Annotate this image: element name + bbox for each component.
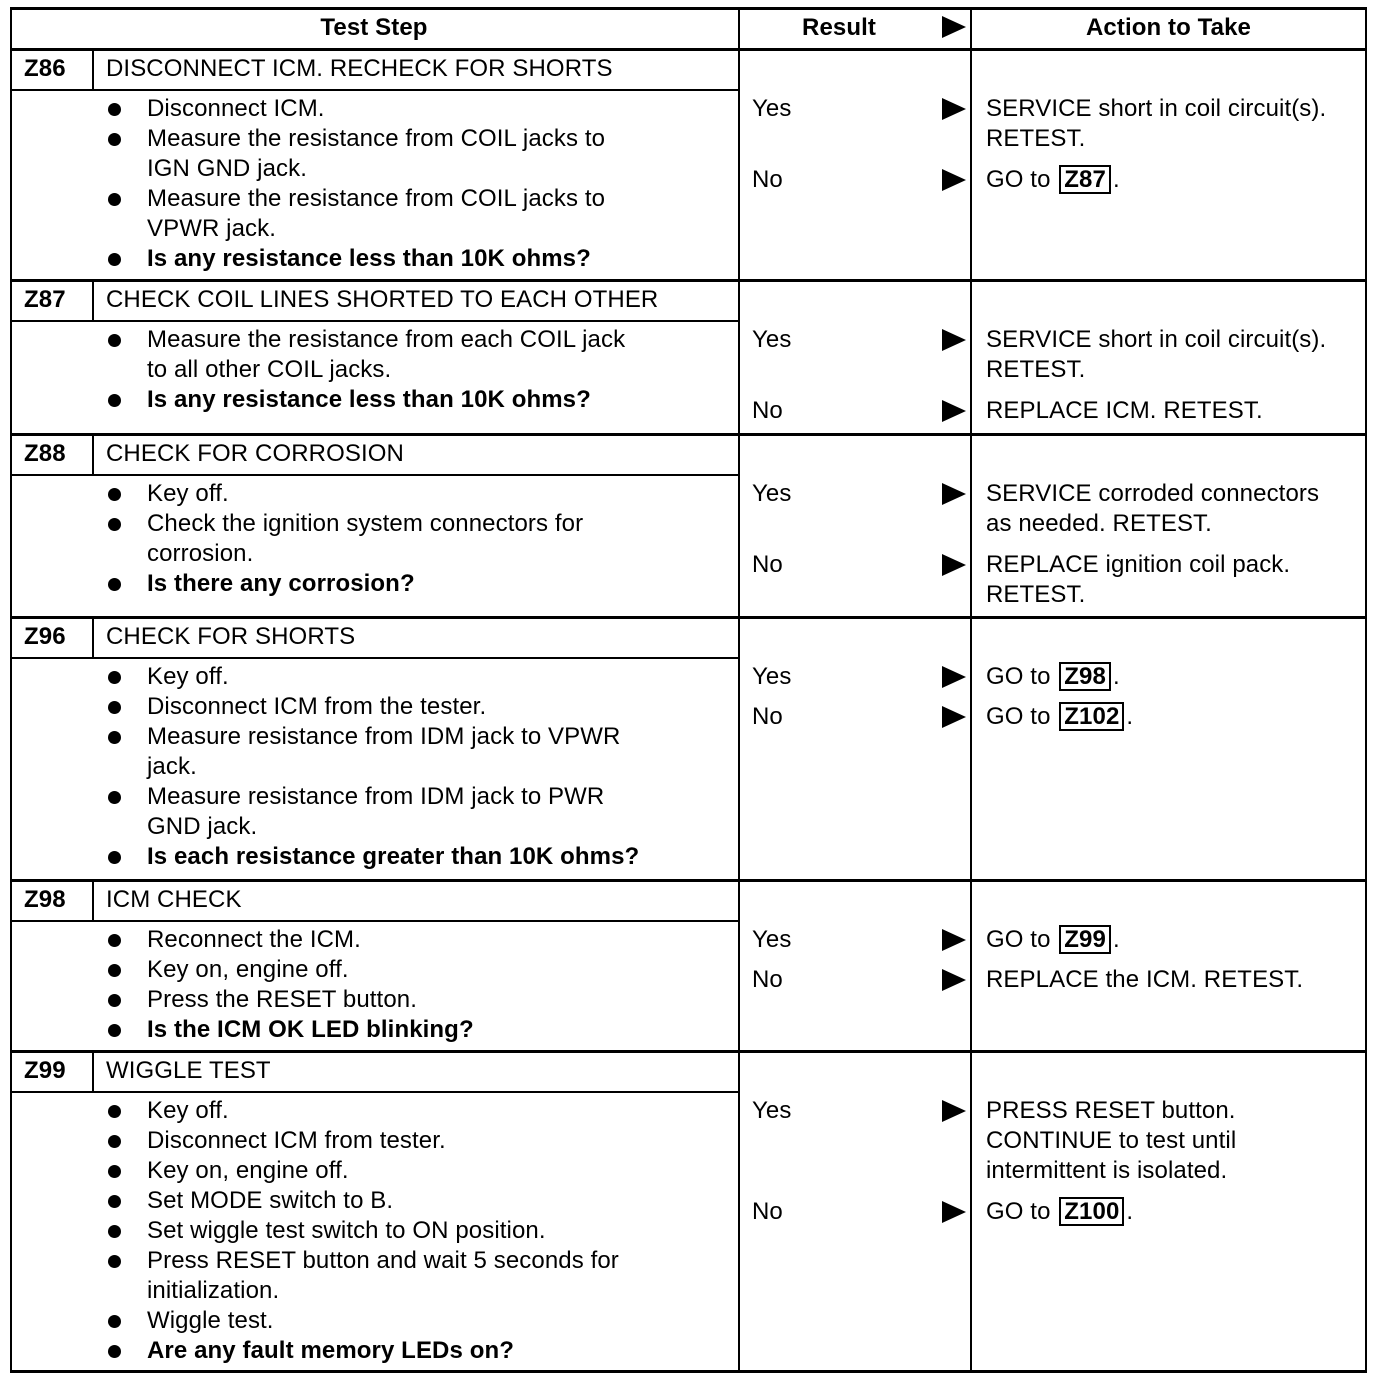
- step-instruction: Key on, engine off.: [147, 956, 349, 983]
- goto-text: GO to: [986, 926, 1058, 953]
- action-text: SERVICE short in coil circuit(s).: [986, 95, 1327, 122]
- step-question: Is the ICM OK LED blinking?: [147, 1016, 474, 1043]
- section-rule: [10, 279, 1367, 282]
- goto-suffix: .: [1112, 663, 1120, 690]
- header-action: Action to Take: [1086, 14, 1251, 41]
- step-instruction: Measure resistance from IDM jack to VPWR: [147, 723, 621, 750]
- goto-action: [986, 925, 1120, 955]
- step-instruction: to all other COIL jacks.: [147, 356, 392, 383]
- step-instruction: Disconnect ICM.: [147, 95, 325, 122]
- table-left-border: [10, 7, 12, 1373]
- step-instruction: Disconnect ICM from tester.: [147, 1127, 446, 1154]
- step-reference-link[interactable]: Z100: [1059, 1197, 1124, 1226]
- step-instruction: Measure the resistance from COIL jacks to: [147, 185, 606, 212]
- code-divider: [92, 279, 94, 320]
- step-instruction: GND jack.: [147, 813, 258, 840]
- step-instruction: Measure resistance from IDM jack to PWR: [147, 783, 605, 810]
- section-rule: [10, 433, 1367, 436]
- action-text: RETEST.: [986, 581, 1086, 608]
- step-instruction: Reconnect the ICM.: [147, 926, 361, 953]
- goto-action: [986, 165, 1120, 195]
- code-divider: [92, 48, 94, 89]
- result-arrow-icon: [942, 169, 966, 191]
- action-text: RETEST.: [986, 125, 1086, 152]
- result-column-rule: [738, 7, 740, 1373]
- step-instruction: jack.: [147, 753, 197, 780]
- header-result: Result: [802, 14, 876, 41]
- bullet-icon: [108, 1345, 121, 1358]
- title-rule: [10, 474, 738, 476]
- code-divider: [92, 616, 94, 657]
- action-text: intermittent is isolated.: [986, 1157, 1228, 1184]
- step-instruction: initialization.: [147, 1277, 280, 1304]
- section-rule: [10, 1050, 1367, 1053]
- title-rule: [10, 89, 738, 91]
- result-no: No: [752, 166, 783, 193]
- goto-text: GO to: [986, 1198, 1058, 1225]
- bullet-icon: [108, 994, 121, 1007]
- action-column-rule: [970, 7, 972, 1373]
- bullet-icon: [108, 1135, 121, 1148]
- bullet-icon: [108, 334, 121, 347]
- goto-suffix: .: [1112, 926, 1120, 953]
- action-text: REPLACE ICM. RETEST.: [986, 397, 1263, 424]
- step-code: Z86: [24, 55, 66, 82]
- step-instruction: Disconnect ICM from the tester.: [147, 693, 487, 720]
- step-code: Z96: [24, 623, 66, 650]
- step-instruction: Check the ignition system connectors for: [147, 510, 584, 537]
- step-code: Z88: [24, 440, 66, 467]
- bullet-icon: [108, 1195, 121, 1208]
- goto-suffix: .: [1126, 703, 1134, 730]
- code-divider: [92, 1050, 94, 1091]
- result-arrow-icon: [942, 969, 966, 991]
- step-code: Z98: [24, 886, 66, 913]
- table-bottom-border: [10, 1370, 1367, 1373]
- title-rule: [10, 920, 738, 922]
- bullet-icon: [108, 488, 121, 501]
- result-no: No: [752, 551, 783, 578]
- table-top-border: [10, 7, 1367, 10]
- result-no: No: [752, 703, 783, 730]
- step-instruction: corrosion.: [147, 540, 254, 567]
- result-no: No: [752, 1198, 783, 1225]
- step-instruction: Press RESET button and wait 5 seconds for: [147, 1247, 619, 1274]
- step-instruction: Key off.: [147, 663, 229, 690]
- step-instruction: Key off.: [147, 480, 229, 507]
- result-no: No: [752, 397, 783, 424]
- step-instruction: Wiggle test.: [147, 1307, 274, 1334]
- step-question: Is any resistance less than 10K ohms?: [147, 245, 591, 272]
- action-text: REPLACE ignition coil pack.: [986, 551, 1291, 578]
- bullet-icon: [108, 1255, 121, 1268]
- bullet-icon: [108, 964, 121, 977]
- goto-suffix: .: [1112, 166, 1120, 193]
- step-instruction: Key off.: [147, 1097, 229, 1124]
- result-yes: Yes: [752, 926, 792, 953]
- bullet-icon: [108, 578, 121, 591]
- result-arrow-icon: [942, 1201, 966, 1223]
- bullet-icon: [108, 1225, 121, 1238]
- result-yes: Yes: [752, 95, 792, 122]
- step-title: WIGGLE TEST: [106, 1057, 271, 1084]
- step-reference-link[interactable]: Z87: [1059, 165, 1111, 194]
- result-arrow-icon: [942, 329, 966, 351]
- action-text: SERVICE short in coil circuit(s).: [986, 326, 1327, 353]
- step-question: Is there any corrosion?: [147, 570, 415, 597]
- result-arrow-icon: [942, 400, 966, 422]
- section-rule: [10, 879, 1367, 882]
- bullet-icon: [108, 701, 121, 714]
- step-instruction: Set MODE switch to B.: [147, 1187, 394, 1214]
- result-arrow-icon: [942, 706, 966, 728]
- result-arrow-icon: [942, 483, 966, 505]
- title-rule: [10, 320, 738, 322]
- step-question: Is each resistance greater than 10K ohms?: [147, 843, 640, 870]
- result-no: No: [752, 966, 783, 993]
- bullet-icon: [108, 791, 121, 804]
- goto-action: [986, 662, 1120, 692]
- action-text: as needed. RETEST.: [986, 510, 1212, 537]
- step-question: Are any fault memory LEDs on?: [147, 1337, 514, 1364]
- bullet-icon: [108, 518, 121, 531]
- result-yes: Yes: [752, 326, 792, 353]
- step-instruction: Set wiggle test switch to ON position.: [147, 1217, 546, 1244]
- step-instruction: Measure the resistance from each COIL jack: [147, 326, 626, 353]
- diagnostic-table: [10, 7, 1367, 1373]
- step-question: Is any resistance less than 10K ohms?: [147, 386, 591, 413]
- action-text: SERVICE corroded connectors: [986, 480, 1320, 507]
- goto-action: [986, 1197, 1133, 1227]
- title-rule: [10, 657, 738, 659]
- step-title: ICM CHECK: [106, 886, 242, 913]
- bullet-icon: [108, 1105, 121, 1118]
- result-yes: Yes: [752, 480, 792, 507]
- header-rule: [10, 48, 1367, 51]
- action-text: PRESS RESET button.: [986, 1097, 1236, 1124]
- step-title: CHECK FOR SHORTS: [106, 623, 356, 650]
- section-rule: [10, 616, 1367, 619]
- step-instruction: Key on, engine off.: [147, 1157, 349, 1184]
- step-instruction: IGN GND jack.: [147, 155, 307, 182]
- step-instruction: VPWR jack.: [147, 215, 277, 242]
- title-rule: [10, 1091, 738, 1093]
- goto-text: GO to: [986, 663, 1058, 690]
- step-title: CHECK FOR CORROSION: [106, 440, 404, 467]
- step-instruction: Press the RESET button.: [147, 986, 417, 1013]
- result-yes: Yes: [752, 1097, 792, 1124]
- bullet-icon: [108, 671, 121, 684]
- bullet-icon: [108, 851, 121, 864]
- bullet-icon: [108, 731, 121, 744]
- step-title: DISCONNECT ICM. RECHECK FOR SHORTS: [106, 55, 613, 82]
- bullet-icon: [108, 394, 121, 407]
- table-right-border: [1365, 7, 1367, 1373]
- step-instruction: Measure the resistance from COIL jacks to: [147, 125, 606, 152]
- result-arrow-icon: [942, 666, 966, 688]
- step-code: Z99: [24, 1057, 66, 1084]
- action-text: RETEST.: [986, 356, 1086, 383]
- bullet-icon: [108, 133, 121, 146]
- result-arrow-icon: [942, 16, 966, 38]
- step-code: Z87: [24, 286, 66, 313]
- goto-text: GO to: [986, 703, 1058, 730]
- result-yes: Yes: [752, 663, 792, 690]
- result-arrow-icon: [942, 1100, 966, 1122]
- header-test-step: Test Step: [320, 14, 428, 41]
- goto-suffix: .: [1126, 1198, 1134, 1225]
- goto-action: [986, 702, 1133, 732]
- result-arrow-icon: [942, 929, 966, 951]
- action-text: CONTINUE to test until: [986, 1127, 1237, 1154]
- step-reference-link[interactable]: Z99: [1059, 925, 1111, 954]
- bullet-icon: [108, 1315, 121, 1328]
- bullet-icon: [108, 193, 121, 206]
- bullet-icon: [108, 253, 121, 266]
- goto-text: GO to: [986, 166, 1058, 193]
- result-arrow-icon: [942, 98, 966, 120]
- bullet-icon: [108, 934, 121, 947]
- step-reference-link[interactable]: Z102: [1059, 702, 1124, 731]
- bullet-icon: [108, 103, 121, 116]
- step-title: CHECK COIL LINES SHORTED TO EACH OTHER: [106, 286, 659, 313]
- action-text: REPLACE the ICM. RETEST.: [986, 966, 1304, 993]
- result-arrow-icon: [942, 554, 966, 576]
- bullet-icon: [108, 1024, 121, 1037]
- step-reference-link[interactable]: Z98: [1059, 662, 1111, 691]
- bullet-icon: [108, 1165, 121, 1178]
- code-divider: [92, 433, 94, 474]
- code-divider: [92, 879, 94, 920]
